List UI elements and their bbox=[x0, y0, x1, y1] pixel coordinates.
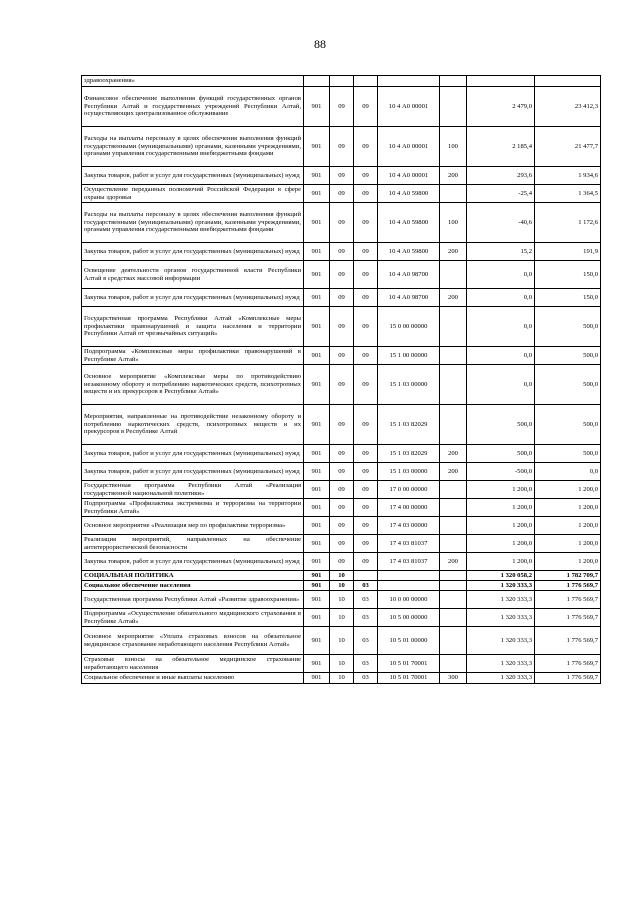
table-row bbox=[82, 76, 601, 87]
cell-expense-type: 200 bbox=[440, 243, 467, 261]
cell-target-article: 10 4 А0 59800 bbox=[378, 185, 440, 203]
cell-subsection bbox=[354, 571, 378, 581]
cell-subsection: 09 bbox=[354, 445, 378, 463]
cell-name: Финансовое обеспечение выполнения функций государственных органов Республики Алтай и государственных учреждений Республики Алтай, осуществляющих централизованное обслуживание bbox=[82, 87, 304, 127]
cell-subsection: 03 bbox=[354, 581, 378, 591]
table-row bbox=[82, 289, 601, 307]
cell-subsection: 09 bbox=[354, 127, 378, 167]
cell-admin-code: 901 bbox=[304, 261, 330, 289]
cell-amount-total: 150,0 bbox=[535, 289, 601, 307]
cell-expense-type: 200 bbox=[440, 167, 467, 185]
cell-amount-change: -40,6 bbox=[467, 203, 535, 243]
table-row bbox=[82, 581, 601, 591]
cell-target-article: 15 1 03 00000 bbox=[378, 365, 440, 405]
cell-target-article: 10 5 00 00000 bbox=[378, 609, 440, 627]
cell-amount-change: 1 200,0 bbox=[467, 499, 535, 517]
cell-subsection: 09 bbox=[354, 347, 378, 365]
cell-section: 09 bbox=[330, 87, 354, 127]
table-row bbox=[82, 481, 601, 499]
cell-admin-code: 901 bbox=[304, 203, 330, 243]
cell-section: 10 bbox=[330, 673, 354, 684]
table-row bbox=[82, 127, 601, 167]
cell-amount-total: 1 200,0 bbox=[535, 481, 601, 499]
cell-amount-change: 1 320 333,3 bbox=[467, 581, 535, 591]
table-row bbox=[82, 655, 601, 673]
cell-name: Основное мероприятие «Уплата страховых взносов на обязательное медицинское страхование неработающего населения Республики Алтай» bbox=[82, 627, 304, 655]
table-row bbox=[82, 347, 601, 365]
cell-admin-code: 901 bbox=[304, 499, 330, 517]
cell-subsection: 09 bbox=[354, 307, 378, 347]
cell-name: Осуществление переданных полномочий Российской Федерации в сфере охраны здоровья bbox=[82, 185, 304, 203]
cell-amount-total: 21 477,7 bbox=[535, 127, 601, 167]
cell-amount-total: 1 200,0 bbox=[535, 517, 601, 535]
cell-section: 09 bbox=[330, 243, 354, 261]
cell-admin-code: 901 bbox=[304, 243, 330, 261]
cell-section: 10 bbox=[330, 591, 354, 609]
cell-section bbox=[330, 76, 354, 87]
cell-admin-code: 901 bbox=[304, 445, 330, 463]
cell-subsection: 03 bbox=[354, 627, 378, 655]
cell-admin-code: 901 bbox=[304, 553, 330, 571]
cell-amount-total: 500,0 bbox=[535, 307, 601, 347]
cell-target-article: 10 4 А0 00001 bbox=[378, 87, 440, 127]
cell-amount-change: 1 320 333,3 bbox=[467, 609, 535, 627]
cell-name: Мероприятия, направленные на противодействие незаконному обороту и потреблению наркотических средств, психотропных веществ и их прекурсоров в Республике Алтай bbox=[82, 405, 304, 445]
cell-section: 09 bbox=[330, 203, 354, 243]
table-row bbox=[82, 627, 601, 655]
cell-amount-total: 1 200,0 bbox=[535, 535, 601, 553]
cell-admin-code: 901 bbox=[304, 581, 330, 591]
cell-admin-code: 901 bbox=[304, 591, 330, 609]
cell-expense-type: 200 bbox=[440, 553, 467, 571]
cell-target-article: 15 1 03 82029 bbox=[378, 445, 440, 463]
cell-name: Закупка товаров, работ и услуг для государственных (муниципальных) нужд bbox=[82, 243, 304, 261]
cell-target-article: 17 4 03 00000 bbox=[378, 517, 440, 535]
cell-subsection: 09 bbox=[354, 167, 378, 185]
cell-expense-type bbox=[440, 405, 467, 445]
cell-target-article: 17 4 03 81037 bbox=[378, 535, 440, 553]
cell-subsection: 09 bbox=[354, 481, 378, 499]
table-row bbox=[82, 365, 601, 405]
cell-section: 09 bbox=[330, 307, 354, 347]
cell-section: 09 bbox=[330, 445, 354, 463]
cell-expense-type: 300 bbox=[440, 673, 467, 684]
cell-section: 09 bbox=[330, 167, 354, 185]
cell-target-article bbox=[378, 571, 440, 581]
cell-section: 10 bbox=[330, 581, 354, 591]
cell-name: Закупка товаров, работ и услуг для государственных (муниципальных) нужд bbox=[82, 167, 304, 185]
cell-section: 09 bbox=[330, 405, 354, 445]
cell-section: 09 bbox=[330, 535, 354, 553]
cell-name: Основное мероприятие «Комплексные меры по противодействию незаконному обороту и потреблению наркотических средств, психотропных веществ и их прекурсоров в Республике Алтай» bbox=[82, 365, 304, 405]
cell-amount-change: 293,6 bbox=[467, 167, 535, 185]
cell-admin-code bbox=[304, 76, 330, 87]
cell-subsection bbox=[354, 76, 378, 87]
cell-target-article: 15 0 00 00000 bbox=[378, 307, 440, 347]
cell-admin-code: 901 bbox=[304, 655, 330, 673]
cell-amount-total: 1 776 569,7 bbox=[535, 591, 601, 609]
cell-name: Государственная программа Республики Алтай «Развитие здравоохранения» bbox=[82, 591, 304, 609]
cell-amount-change: 0,0 bbox=[467, 365, 535, 405]
table-row bbox=[82, 243, 601, 261]
cell-amount-total: 1 200,0 bbox=[535, 553, 601, 571]
cell-target-article: 15 1 03 82029 bbox=[378, 405, 440, 445]
cell-subsection: 09 bbox=[354, 535, 378, 553]
cell-name: Государственная программа Республики Алтай «Комплексные меры профилактики правонарушений и защита населения и территории Республики Алтай от чрезвычайных ситуаций» bbox=[82, 307, 304, 347]
cell-target-article: 15 1 03 00000 bbox=[378, 463, 440, 481]
cell-expense-type bbox=[440, 481, 467, 499]
cell-name: Расходы на выплаты персоналу в целях обеспечения выполнения функций государственными (муниципальными) органами, казенными учреждениями, органами управления государственными внебюджетными фондами bbox=[82, 127, 304, 167]
cell-name: Подпрограмма «Осуществление обязательного медицинского страхования в Республике Алтай» bbox=[82, 609, 304, 627]
cell-amount-change: 1 320 333,3 bbox=[467, 591, 535, 609]
cell-name: Закупка товаров, работ и услуг для государственных (муниципальных) нужд bbox=[82, 445, 304, 463]
cell-admin-code: 901 bbox=[304, 609, 330, 627]
cell-section: 10 bbox=[330, 655, 354, 673]
cell-expense-type bbox=[440, 499, 467, 517]
cell-amount-total: 1 776 569,7 bbox=[535, 609, 601, 627]
cell-section: 10 bbox=[330, 609, 354, 627]
cell-admin-code: 901 bbox=[304, 673, 330, 684]
cell-subsection: 09 bbox=[354, 243, 378, 261]
cell-expense-type: 100 bbox=[440, 203, 467, 243]
cell-amount-total: 0,0 bbox=[535, 463, 601, 481]
table-row bbox=[82, 203, 601, 243]
cell-expense-type bbox=[440, 571, 467, 581]
cell-expense-type bbox=[440, 609, 467, 627]
cell-target-article: 10 4 А0 98700 bbox=[378, 289, 440, 307]
cell-amount-total: 500,0 bbox=[535, 365, 601, 405]
cell-target-article: 10 4 А0 59800 bbox=[378, 243, 440, 261]
cell-subsection: 03 bbox=[354, 655, 378, 673]
cell-amount-change: 1 200,0 bbox=[467, 517, 535, 535]
page-number: 88 bbox=[314, 37, 326, 51]
cell-amount-total: 1 776 569,7 bbox=[535, 581, 601, 591]
cell-name: Социальное обеспечение и иные выплаты населению bbox=[82, 673, 304, 684]
cell-expense-type: 200 bbox=[440, 463, 467, 481]
cell-section: 09 bbox=[330, 127, 354, 167]
cell-expense-type bbox=[440, 517, 467, 535]
cell-amount-change: 1 200,0 bbox=[467, 553, 535, 571]
cell-expense-type: 100 bbox=[440, 127, 467, 167]
cell-amount-change: -25,4 bbox=[467, 185, 535, 203]
cell-target-article: 17 4 00 00000 bbox=[378, 499, 440, 517]
cell-section: 09 bbox=[330, 481, 354, 499]
table-row bbox=[82, 445, 601, 463]
cell-expense-type bbox=[440, 655, 467, 673]
cell-section: 09 bbox=[330, 365, 354, 405]
cell-target-article: 10 4 А0 00001 bbox=[378, 167, 440, 185]
cell-expense-type bbox=[440, 76, 467, 87]
cell-admin-code: 901 bbox=[304, 627, 330, 655]
cell-section: 09 bbox=[330, 517, 354, 535]
cell-name: Расходы на выплаты персоналу в целях обеспечения выполнения функций государственными (муниципальными) органами, казенными учреждениями, органами управления государственными внебюджетными фондами bbox=[82, 203, 304, 243]
cell-expense-type bbox=[440, 581, 467, 591]
cell-amount-change: 2 185,4 bbox=[467, 127, 535, 167]
cell-amount-total: 23 412,3 bbox=[535, 87, 601, 127]
cell-target-article: 10 0 00 00000 bbox=[378, 591, 440, 609]
cell-name: Социальное обеспечение населения bbox=[82, 581, 304, 591]
cell-amount-change: 500,0 bbox=[467, 405, 535, 445]
cell-amount-change: -500,0 bbox=[467, 463, 535, 481]
cell-subsection: 09 bbox=[354, 185, 378, 203]
table-row bbox=[82, 571, 601, 581]
cell-amount-total: 1 934,6 bbox=[535, 167, 601, 185]
cell-section: 09 bbox=[330, 289, 354, 307]
cell-name: Закупка товаров, работ и услуг для государственных (муниципальных) нужд bbox=[82, 553, 304, 571]
cell-amount-total: 191,9 bbox=[535, 243, 601, 261]
table-row bbox=[82, 261, 601, 289]
cell-target-article: 17 4 03 81037 bbox=[378, 553, 440, 571]
cell-subsection: 09 bbox=[354, 553, 378, 571]
cell-subsection: 09 bbox=[354, 499, 378, 517]
cell-amount-change: 1 320 058,2 bbox=[467, 571, 535, 581]
cell-target-article: 15 1 00 00000 bbox=[378, 347, 440, 365]
cell-amount-total: 500,0 bbox=[535, 347, 601, 365]
cell-expense-type bbox=[440, 627, 467, 655]
table-row bbox=[82, 499, 601, 517]
cell-amount-total: 500,0 bbox=[535, 405, 601, 445]
cell-subsection: 09 bbox=[354, 87, 378, 127]
cell-amount-total: 1 776 569,7 bbox=[535, 673, 601, 684]
cell-amount-total: 1 172,6 bbox=[535, 203, 601, 243]
cell-amount-total: 500,0 bbox=[535, 445, 601, 463]
cell-admin-code: 901 bbox=[304, 127, 330, 167]
cell-admin-code: 901 bbox=[304, 185, 330, 203]
cell-amount-change: 15,2 bbox=[467, 243, 535, 261]
cell-admin-code: 901 bbox=[304, 167, 330, 185]
cell-name: СОЦИАЛЬНАЯ ПОЛИТИКА bbox=[82, 571, 304, 581]
cell-amount-total: 1 776 569,7 bbox=[535, 655, 601, 673]
cell-subsection: 09 bbox=[354, 203, 378, 243]
cell-subsection: 09 bbox=[354, 517, 378, 535]
cell-name: Закупка товаров, работ и услуг для государственных (муниципальных) нужд bbox=[82, 463, 304, 481]
cell-amount-total: 1 364,5 bbox=[535, 185, 601, 203]
cell-admin-code: 901 bbox=[304, 571, 330, 581]
cell-subsection: 09 bbox=[354, 289, 378, 307]
budget-table bbox=[81, 75, 601, 684]
cell-name: Реализация мероприятий, направленных на обеспечение антитеррористической безопасности bbox=[82, 535, 304, 553]
cell-name: Закупка товаров, работ и услуг для государственных (муниципальных) нужд bbox=[82, 289, 304, 307]
cell-amount-change: 1 200,0 bbox=[467, 535, 535, 553]
cell-name: Государственная программа Республики Алтай «Реализация государственной национальной политики» bbox=[82, 481, 304, 499]
cell-admin-code: 901 bbox=[304, 365, 330, 405]
cell-section: 09 bbox=[330, 347, 354, 365]
cell-subsection: 09 bbox=[354, 463, 378, 481]
cell-amount-change: 1 320 333,3 bbox=[467, 673, 535, 684]
cell-expense-type bbox=[440, 365, 467, 405]
table-row bbox=[82, 609, 601, 627]
cell-admin-code: 901 bbox=[304, 463, 330, 481]
cell-section: 09 bbox=[330, 463, 354, 481]
cell-admin-code: 901 bbox=[304, 535, 330, 553]
cell-amount-total: 1 200,0 bbox=[535, 499, 601, 517]
cell-admin-code: 901 bbox=[304, 347, 330, 365]
table-row bbox=[82, 553, 601, 571]
cell-subsection: 09 bbox=[354, 261, 378, 289]
cell-target-article bbox=[378, 76, 440, 87]
table-row bbox=[82, 591, 601, 609]
cell-amount-total bbox=[535, 76, 601, 87]
cell-admin-code: 901 bbox=[304, 289, 330, 307]
cell-subsection: 03 bbox=[354, 591, 378, 609]
cell-expense-type: 200 bbox=[440, 445, 467, 463]
cell-section: 09 bbox=[330, 553, 354, 571]
cell-expense-type: 200 bbox=[440, 289, 467, 307]
cell-amount-total: 1 776 569,7 bbox=[535, 627, 601, 655]
cell-amount-total: 150,0 bbox=[535, 261, 601, 289]
cell-subsection: 09 bbox=[354, 405, 378, 445]
cell-expense-type bbox=[440, 591, 467, 609]
cell-amount-change: 1 200,0 bbox=[467, 481, 535, 499]
cell-target-article: 10 5 01 70001 bbox=[378, 673, 440, 684]
cell-subsection: 03 bbox=[354, 609, 378, 627]
cell-section: 09 bbox=[330, 261, 354, 289]
cell-target-article: 10 4 А0 00001 bbox=[378, 127, 440, 167]
table-row bbox=[82, 185, 601, 203]
cell-amount-change bbox=[467, 76, 535, 87]
cell-amount-change: 0,0 bbox=[467, 347, 535, 365]
cell-amount-change: 0,0 bbox=[467, 289, 535, 307]
table-row bbox=[82, 167, 601, 185]
cell-amount-change: 0,0 bbox=[467, 307, 535, 347]
cell-subsection: 09 bbox=[354, 365, 378, 405]
cell-section: 09 bbox=[330, 185, 354, 203]
cell-admin-code: 901 bbox=[304, 481, 330, 499]
cell-section: 09 bbox=[330, 499, 354, 517]
cell-target-article: 17 0 00 00000 bbox=[378, 481, 440, 499]
cell-name: Страховые взносы на обязательное медицинское страхование неработающего населения bbox=[82, 655, 304, 673]
table-row bbox=[82, 673, 601, 684]
cell-target-article: 10 5 01 00000 bbox=[378, 627, 440, 655]
table-row bbox=[82, 307, 601, 347]
cell-amount-total: 1 782 709,7 bbox=[535, 571, 601, 581]
cell-admin-code: 901 bbox=[304, 517, 330, 535]
cell-name: здравоохранения» bbox=[82, 76, 304, 87]
table-row bbox=[82, 463, 601, 481]
cell-target-article bbox=[378, 581, 440, 591]
cell-expense-type bbox=[440, 347, 467, 365]
cell-admin-code: 901 bbox=[304, 405, 330, 445]
cell-subsection: 03 bbox=[354, 673, 378, 684]
cell-name: Освещение деятельности органов государственной власти Республики Алтай в средствах массовой информации bbox=[82, 261, 304, 289]
cell-expense-type bbox=[440, 87, 467, 127]
cell-target-article: 10 4 А0 59800 bbox=[378, 203, 440, 243]
cell-amount-change: 2 479,0 bbox=[467, 87, 535, 127]
table-row bbox=[82, 405, 601, 445]
cell-expense-type bbox=[440, 185, 467, 203]
cell-admin-code: 901 bbox=[304, 87, 330, 127]
cell-target-article: 10 5 01 70001 bbox=[378, 655, 440, 673]
cell-section: 10 bbox=[330, 571, 354, 581]
cell-name: Подпрограмма «Профилактика экстремизма и терроризма на территории Республики Алтай» bbox=[82, 499, 304, 517]
cell-name: Основное мероприятие «Реализация мер по профилактике терроризма» bbox=[82, 517, 304, 535]
cell-target-article: 10 4 А0 98700 bbox=[378, 261, 440, 289]
cell-amount-change: 0,0 bbox=[467, 261, 535, 289]
table-row bbox=[82, 535, 601, 553]
cell-amount-change: 500,0 bbox=[467, 445, 535, 463]
cell-expense-type bbox=[440, 535, 467, 553]
cell-admin-code: 901 bbox=[304, 307, 330, 347]
cell-amount-change: 1 320 333,3 bbox=[467, 627, 535, 655]
cell-name: Подпрограмма «Комплексные меры профилактики правонарушений в Республике Алтай» bbox=[82, 347, 304, 365]
cell-expense-type bbox=[440, 261, 467, 289]
table-row bbox=[82, 87, 601, 127]
cell-section: 10 bbox=[330, 627, 354, 655]
cell-amount-change: 1 320 333,3 bbox=[467, 655, 535, 673]
cell-expense-type bbox=[440, 307, 467, 347]
table-row bbox=[82, 517, 601, 535]
